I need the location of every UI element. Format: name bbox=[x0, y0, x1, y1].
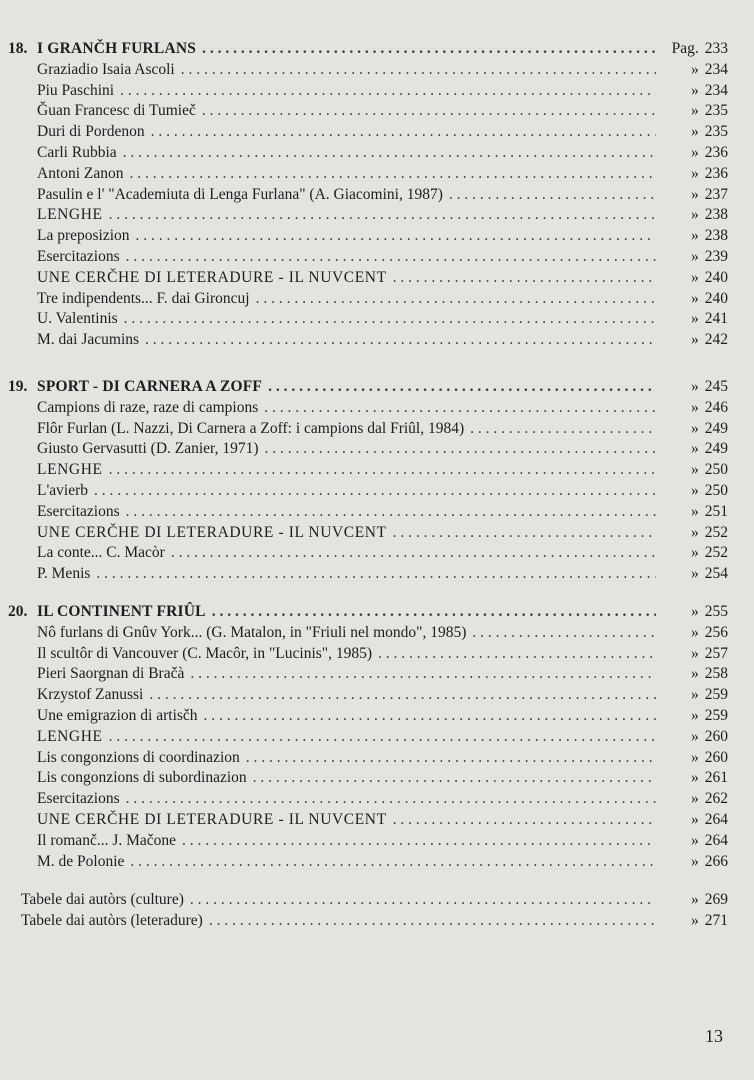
page-prefix: » bbox=[691, 419, 699, 437]
entry-title: Pasulin e l' "Academiuta di Lenga Furlana" (A. Giacomini, 1987) bbox=[37, 185, 443, 203]
page-ref: 261 bbox=[704, 769, 728, 787]
toc-entry bbox=[0, 706, 754, 727]
toc-entry bbox=[0, 143, 754, 164]
toc-entry bbox=[0, 419, 754, 440]
page-prefix: » bbox=[691, 831, 699, 849]
page-ref: 245 bbox=[704, 378, 728, 395]
dot-leader bbox=[109, 205, 656, 225]
toc-entry bbox=[0, 564, 754, 585]
entry-title: LENGHE bbox=[37, 727, 103, 745]
entry-title: L'avierb bbox=[37, 481, 88, 499]
section-number: 20. bbox=[8, 603, 28, 620]
entry-title: P. Menis bbox=[37, 565, 91, 583]
entry-title: Flôr Furlan (L. Nazzi, Di Carnera a Zoff: i campions dal Friûl, 1984) bbox=[37, 419, 465, 437]
dot-leader bbox=[204, 706, 656, 726]
page-ref: 262 bbox=[704, 790, 728, 808]
page-ref: 237 bbox=[704, 185, 728, 203]
dot-leader bbox=[151, 122, 656, 142]
page-ref: 254 bbox=[704, 565, 728, 583]
toc-entry bbox=[0, 502, 754, 523]
page-ref: 259 bbox=[704, 706, 728, 724]
page-prefix: » bbox=[691, 398, 699, 416]
page-prefix: » bbox=[691, 81, 699, 99]
entry-title: La preposizion bbox=[37, 227, 130, 245]
page-ref: 233 bbox=[704, 40, 728, 57]
page-number: 13 bbox=[705, 1026, 723, 1046]
page-ref: 240 bbox=[704, 289, 728, 307]
page-ref: 251 bbox=[704, 502, 728, 520]
toc-entry bbox=[0, 810, 754, 831]
page-prefix: » bbox=[691, 748, 699, 766]
page-prefix: » bbox=[691, 164, 699, 182]
dot-leader bbox=[470, 419, 656, 439]
entry-title: UNE CERČHE DI LETERADURE - IL NUVCENT bbox=[37, 810, 387, 828]
toc-entry bbox=[0, 268, 754, 289]
entry-title: U. Valentinis bbox=[37, 310, 118, 328]
section-heading bbox=[0, 602, 754, 623]
page-ref: 246 bbox=[704, 398, 728, 416]
entry-title: Tre indipendents... F. dai Gironcuj bbox=[37, 289, 250, 307]
dot-leader bbox=[149, 685, 656, 705]
page-prefix: » bbox=[691, 185, 699, 203]
dot-leader bbox=[124, 309, 656, 329]
page-prefix: » bbox=[691, 603, 699, 620]
dot-leader bbox=[181, 60, 656, 80]
toc-entry bbox=[0, 247, 754, 268]
dot-leader bbox=[265, 439, 657, 459]
page-prefix: » bbox=[691, 102, 699, 120]
page-prefix: » bbox=[691, 644, 699, 662]
entry-title: Nô furlans di Gnûv York... (G. Matalon, in "Friuli nel mondo", 1985) bbox=[37, 623, 467, 641]
page-ref: 252 bbox=[704, 544, 728, 562]
entry-title: M. de Polonie bbox=[37, 852, 125, 870]
dot-leader bbox=[96, 564, 656, 584]
page-prefix: » bbox=[691, 665, 699, 683]
dot-leader bbox=[109, 727, 656, 747]
entry-title: Graziadio Isaia Ascoli bbox=[37, 60, 175, 78]
entry-title: Krzystof Zanussi bbox=[37, 686, 144, 704]
toc-entry bbox=[0, 911, 754, 932]
page-prefix: » bbox=[691, 623, 699, 641]
page-ref: 266 bbox=[704, 852, 728, 870]
dot-leader bbox=[393, 810, 656, 830]
page-ref: 255 bbox=[704, 603, 728, 620]
entry-title: LENGHE bbox=[37, 461, 103, 479]
toc-entry bbox=[0, 831, 754, 852]
page-prefix: » bbox=[691, 727, 699, 745]
entry-title: Giusto Gervasutti (D. Zanier, 1971) bbox=[37, 440, 259, 458]
toc-entry bbox=[0, 460, 754, 481]
page-ref: 250 bbox=[704, 461, 728, 479]
toc-entry bbox=[0, 309, 754, 330]
page-prefix: » bbox=[691, 289, 699, 307]
entry-title: Carli Rubbia bbox=[37, 143, 117, 161]
section-title: SPORT - DI CARNERA A ZOFF bbox=[37, 378, 263, 395]
page-prefix: » bbox=[691, 331, 699, 349]
toc-entry bbox=[0, 789, 754, 810]
entry-title: Esercitazions bbox=[37, 790, 120, 808]
dot-leader bbox=[264, 398, 656, 418]
page-prefix: » bbox=[691, 227, 699, 245]
page-prefix: » bbox=[691, 810, 699, 828]
dot-leader bbox=[393, 523, 656, 543]
dot-leader bbox=[182, 831, 656, 851]
page-prefix: » bbox=[691, 686, 699, 704]
toc-entry bbox=[0, 330, 754, 351]
entry-title: Une emigrazion di artisčh bbox=[37, 706, 198, 724]
page-prefix: » bbox=[691, 911, 699, 929]
page-prefix: » bbox=[691, 268, 699, 286]
page-prefix: » bbox=[691, 891, 699, 908]
page-ref: 260 bbox=[704, 727, 728, 745]
entry-title: Campions di raze, raze di campions bbox=[37, 398, 259, 416]
entry-title: UNE CERČHE DI LETERADURE - IL NUVCENT bbox=[37, 523, 387, 541]
page-ref: 236 bbox=[704, 143, 728, 161]
entry-title: UNE CERČHE DI LETERADURE - IL NUVCENT bbox=[37, 268, 387, 286]
page-ref: 249 bbox=[704, 440, 728, 458]
page-ref: 239 bbox=[704, 247, 728, 265]
entry-title: Ğuan Francesc di Tumieč bbox=[37, 102, 196, 120]
page-ref: 235 bbox=[704, 102, 728, 120]
page-prefix: » bbox=[691, 378, 699, 395]
dot-leader bbox=[130, 164, 656, 184]
page-ref: 240 bbox=[704, 268, 728, 286]
toc-entry bbox=[0, 398, 754, 419]
toc-entry bbox=[0, 60, 754, 81]
page-prefix: » bbox=[691, 206, 699, 224]
entry-title: Tabele dai autòrs (culture) bbox=[21, 891, 184, 908]
page-ref: 242 bbox=[704, 331, 728, 349]
section-heading bbox=[0, 377, 754, 398]
toc-entry bbox=[0, 852, 754, 873]
toc-entry bbox=[0, 122, 754, 143]
dot-leader bbox=[202, 101, 656, 121]
section-number: 19. bbox=[8, 378, 28, 395]
dot-leader bbox=[378, 644, 656, 664]
page-ref: 252 bbox=[704, 523, 728, 541]
page-prefix: » bbox=[691, 123, 699, 141]
toc-entry bbox=[0, 205, 754, 226]
page-ref: 250 bbox=[704, 481, 728, 499]
section-20 bbox=[0, 602, 754, 872]
dot-leader bbox=[126, 502, 656, 522]
dot-leader bbox=[120, 81, 656, 101]
entry-title: Tabele dai autòrs (leteradure) bbox=[21, 911, 203, 929]
toc-entry bbox=[0, 727, 754, 748]
entry-title: Pieri Saorgnan di Bračà bbox=[37, 665, 185, 683]
author-tables bbox=[0, 890, 754, 932]
dot-leader bbox=[212, 602, 656, 622]
page-ref: 259 bbox=[704, 686, 728, 704]
page-prefix: Pag. bbox=[671, 40, 699, 57]
page-ref: 271 bbox=[704, 911, 728, 929]
toc-entry bbox=[0, 685, 754, 706]
toc-entry bbox=[0, 164, 754, 185]
toc-entry bbox=[0, 226, 754, 247]
dot-leader bbox=[190, 664, 656, 684]
page-prefix: » bbox=[691, 481, 699, 499]
entry-title: Lis congonzions di coordinazion bbox=[37, 748, 240, 766]
entry-title: Antoni Zanon bbox=[37, 164, 124, 182]
page-prefix: » bbox=[691, 60, 699, 78]
page-ref: 257 bbox=[704, 644, 728, 662]
entry-title: Esercitazions bbox=[37, 502, 120, 520]
entry-title: Il scultôr di Vancouver (C. Macôr, in "Lucinis", 1985) bbox=[37, 644, 373, 662]
dot-leader bbox=[123, 143, 656, 163]
page-ref: 269 bbox=[704, 891, 728, 908]
dot-leader bbox=[190, 890, 656, 910]
dot-leader bbox=[126, 789, 656, 809]
section-19 bbox=[0, 377, 754, 585]
toc-entry bbox=[0, 101, 754, 122]
page-ref: 235 bbox=[704, 123, 728, 141]
page-ref: 234 bbox=[704, 81, 728, 99]
page-ref: 264 bbox=[704, 810, 728, 828]
dot-leader bbox=[136, 226, 656, 246]
page-prefix: » bbox=[691, 852, 699, 870]
toc-entry bbox=[0, 543, 754, 564]
page-ref: 256 bbox=[704, 623, 728, 641]
page-prefix: » bbox=[691, 143, 699, 161]
dot-leader bbox=[145, 330, 656, 350]
section-18 bbox=[0, 39, 754, 351]
page-prefix: » bbox=[691, 461, 699, 479]
dot-leader bbox=[209, 911, 656, 931]
toc-entry bbox=[0, 289, 754, 310]
entry-title: Duri di Pordenon bbox=[37, 123, 145, 141]
toc-entry bbox=[0, 439, 754, 460]
section-number: 18. bbox=[8, 40, 28, 57]
dot-leader bbox=[171, 543, 656, 563]
dot-leader bbox=[109, 460, 656, 480]
dot-leader bbox=[268, 377, 656, 397]
page-ref: 236 bbox=[704, 164, 728, 182]
dot-leader bbox=[253, 768, 656, 788]
page-prefix: » bbox=[691, 565, 699, 583]
page-prefix: » bbox=[691, 790, 699, 808]
page-prefix: » bbox=[691, 440, 699, 458]
dot-leader bbox=[472, 623, 656, 643]
dot-leader bbox=[256, 289, 656, 309]
dot-leader bbox=[449, 185, 656, 205]
entry-title: M. dai Jacumins bbox=[37, 331, 140, 349]
section-heading bbox=[0, 39, 754, 60]
entry-title: Lis congonzions di subordinazion bbox=[37, 769, 247, 787]
page-ref: 238 bbox=[704, 206, 728, 224]
page-prefix: » bbox=[691, 544, 699, 562]
page-ref: 264 bbox=[704, 831, 728, 849]
entry-title: LENGHE bbox=[37, 206, 103, 224]
toc-entry bbox=[0, 185, 754, 206]
page-ref: 241 bbox=[704, 310, 728, 328]
page-prefix: » bbox=[691, 523, 699, 541]
entry-title: Esercitazions bbox=[37, 247, 120, 265]
dot-leader bbox=[246, 748, 656, 768]
toc-entry bbox=[0, 768, 754, 789]
page-prefix: » bbox=[691, 769, 699, 787]
dot-leader bbox=[94, 481, 656, 501]
page-ref: 234 bbox=[704, 60, 728, 78]
page-prefix: » bbox=[691, 310, 699, 328]
toc-entry bbox=[0, 644, 754, 665]
toc-entry bbox=[0, 664, 754, 685]
dot-leader bbox=[202, 39, 656, 59]
page-prefix: » bbox=[691, 502, 699, 520]
page-prefix: » bbox=[691, 706, 699, 724]
page-ref: 249 bbox=[704, 419, 728, 437]
toc-entry bbox=[0, 748, 754, 769]
dot-leader bbox=[126, 247, 656, 267]
section-title: IL CONTINENT FRIÛL bbox=[37, 603, 206, 620]
entry-title: La conte... C. Macòr bbox=[37, 544, 165, 562]
dot-leader bbox=[393, 268, 656, 288]
toc-entry bbox=[0, 890, 754, 911]
toc-entry bbox=[0, 623, 754, 644]
toc-entry bbox=[0, 81, 754, 102]
section-title: I GRANČH FURLANS bbox=[37, 40, 197, 57]
toc-entry bbox=[0, 481, 754, 502]
page-ref: 258 bbox=[704, 665, 728, 683]
page-ref: 238 bbox=[704, 227, 728, 245]
dot-leader bbox=[130, 852, 656, 872]
toc-entry bbox=[0, 523, 754, 544]
entry-title: Piu Paschini bbox=[37, 81, 115, 99]
page-prefix: » bbox=[691, 247, 699, 265]
entry-title: Il romanč... J. Mačone bbox=[37, 831, 177, 849]
page-ref: 260 bbox=[704, 748, 728, 766]
